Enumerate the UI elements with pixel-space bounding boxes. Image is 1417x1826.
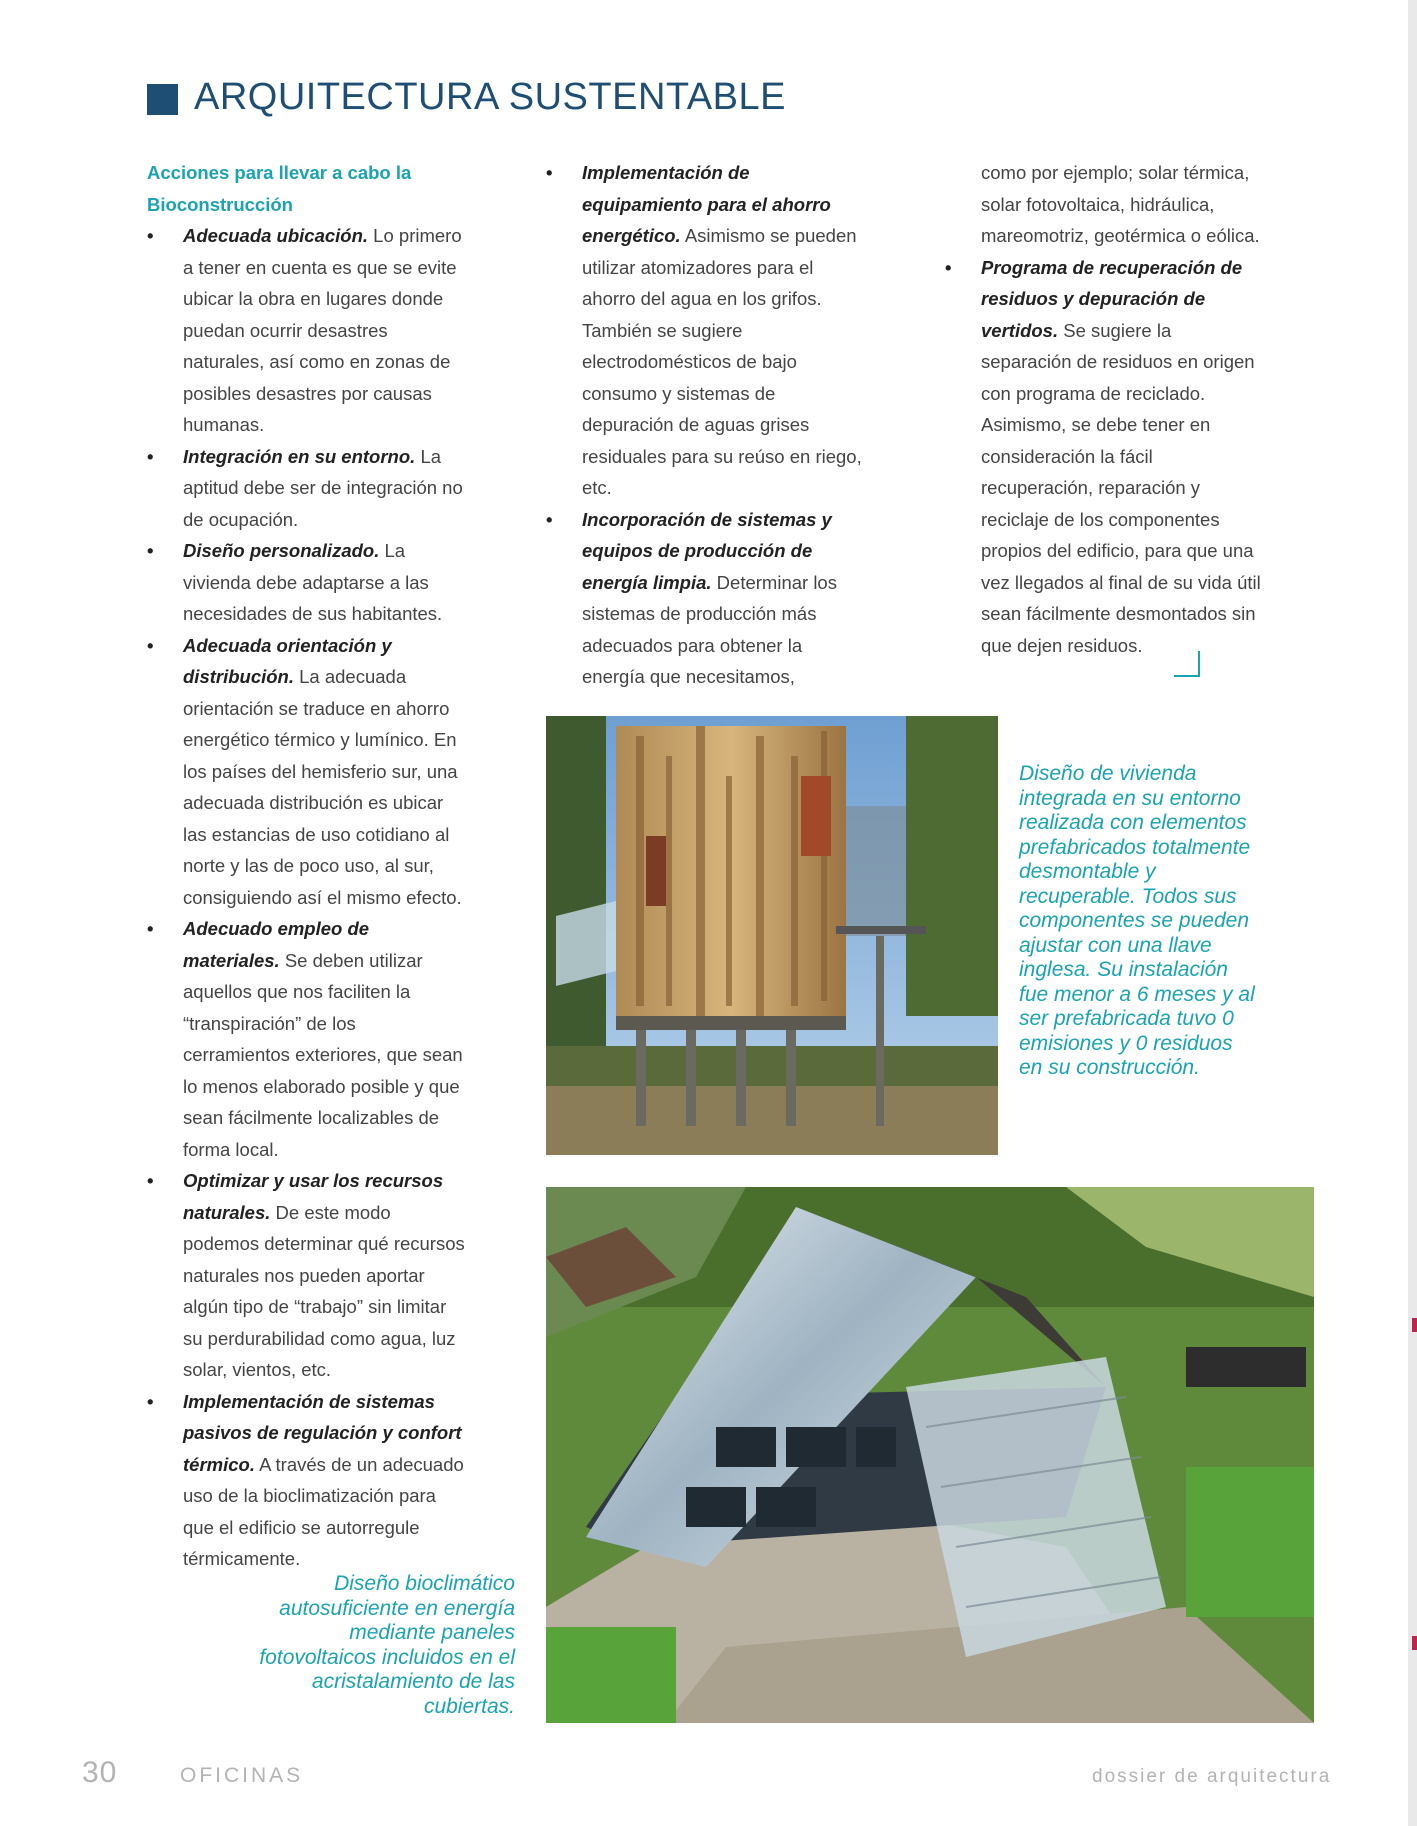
edge-marker xyxy=(1412,1636,1417,1650)
bullet-icon: • xyxy=(147,540,154,561)
item-text: Se deben utilizar aquellos que nos faciliten la “transpiración” de los cerramientos exteriores, que sean lo menos elaborado posible y que sean fácilmente localizables de forma local. xyxy=(183,949,463,1160)
page-number: 30 xyxy=(82,1756,118,1789)
item-heading: Adecuada orientación y distribución. xyxy=(183,634,392,687)
edge-marker xyxy=(1412,1318,1417,1332)
item-text: La vivienda debe adaptarse a las necesidades de sus habitantes. xyxy=(183,540,443,624)
item-heading: Implementación de equipamiento para el ahorro energético. xyxy=(582,162,831,246)
photo-wooden-house xyxy=(546,716,998,1155)
list-item xyxy=(945,252,1265,662)
item-text: Lo primero a tener en cuenta es que se evite ubicar la obra en lugares donde puedan ocurrir desastres naturales, así como en zonas de posibles desastres por causas humanas. xyxy=(183,225,462,435)
column-1 xyxy=(147,157,467,1575)
item-heading: Adecuado empleo de materiales. xyxy=(183,918,370,971)
list-item xyxy=(147,630,467,914)
item-heading: Diseño personalizado. xyxy=(183,540,380,561)
item-text: La adecuada orientación se traduce en ahorro energético térmico y lumínico. En los países del hemisferio sur, una adecuada distribución es ubicar las estancias de uso cotidiano al norte y las de poco uso, al sur, consiguiendo así el mismo efecto. xyxy=(183,666,462,908)
item-heading: Optimizar y usar los recursos naturales. xyxy=(183,1170,444,1223)
list-item xyxy=(546,504,866,693)
item-text: A través de un adecuado uso de la bioclimatización para que el edificio se autorregule térmicamente. xyxy=(183,1453,464,1569)
magazine-name: OFICINAS xyxy=(180,1764,304,1787)
item-heading: Programa de recuperación de residuos y depuración de vertidos. xyxy=(981,256,1243,341)
bullet-icon: • xyxy=(546,508,553,530)
bullet-icon: • xyxy=(147,918,154,939)
page-title: ARQUITECTURA SUSTENTABLE xyxy=(194,76,786,118)
item-heading: Adecuada ubicación. xyxy=(183,225,369,246)
item-heading: Integración en su entorno. xyxy=(183,445,416,467)
bullet-icon: • xyxy=(546,162,553,183)
list-item xyxy=(147,1386,467,1575)
continuation-text: como por ejemplo; solar térmica, solar fotovoltaica, hidráulica, mareomotriz, geotérmica o eólica. xyxy=(981,162,1260,246)
action-list xyxy=(945,252,1265,662)
item-text: Asimismo se pueden utilizar atomizadores para el ahorro del agua en los grifos. También se sugiere electrodomésticos de bajo consumo y sistemas de depuración de aguas grises residuales para su reúso en riego, etc. xyxy=(582,225,862,498)
page-edge xyxy=(1408,0,1417,1826)
bullet-icon: • xyxy=(147,1390,154,1412)
article-end-mark xyxy=(1174,651,1200,677)
item-text: De este modo podemos determinar qué recursos naturales nos pueden aportar algún tipo de “trabajo” sin limitar su perdurabilidad como agua, luz solar, vientos, etc. xyxy=(183,1201,465,1380)
action-list xyxy=(147,220,467,1575)
item-heading: Implementación de sistemas pasivos de regulación y confort térmico. xyxy=(183,1390,462,1475)
photo-caption: Diseño de vivienda integrada en su entorno realizada con elementos prefabricados totalmente desmontable y recuperable. Todos sus componentes se pueden ajustar con una llave inglesa. Su instalación fue menor a 6 meses y al ser prefabricada tuvo 0 emisiones y 0 residuos en su construcción. xyxy=(1019,762,1255,1079)
bullet-icon: • xyxy=(147,634,154,656)
bullet-icon: • xyxy=(147,445,154,467)
item-text: Determinar los sistemas de producción más adecuados para obtener la energía que necesitamos, xyxy=(582,571,837,687)
column-2 xyxy=(546,157,866,693)
glass-house-illustration xyxy=(546,1187,1314,1723)
item-text: La aptitud debe ser de integración no de ocupación. xyxy=(183,445,463,530)
column-3 xyxy=(945,157,1265,661)
photo-glass-house xyxy=(546,1187,1314,1723)
list-item xyxy=(147,1165,467,1386)
bullet-icon: • xyxy=(147,1170,154,1191)
section-name: dossier de arquitectura xyxy=(1092,1766,1332,1787)
item-text: Se sugiere la separación de residuos en origen con programa de reciclado. Asimismo, se debe tener en consideración la fácil recuperación, reparación y reciclaje de los componentes propios del edificio, para que una vez llegados al final de su vida útil sean fácilmente desmontados sin que dejen residuos. xyxy=(981,319,1261,656)
list-item xyxy=(147,535,467,630)
list-item xyxy=(147,441,467,536)
bullet-icon: • xyxy=(147,225,154,246)
section-subheading: Acciones para llevar a cabo la Bioconstrucción xyxy=(147,162,412,215)
list-item xyxy=(546,157,866,504)
wooden-house-illustration xyxy=(546,716,998,1155)
list-item xyxy=(147,220,467,441)
action-list xyxy=(546,157,866,693)
bullet-icon: • xyxy=(945,256,952,278)
list-item xyxy=(147,913,467,1165)
item-heading: Incorporación de sistemas y equipos de producción de energía limpia. xyxy=(582,508,832,593)
title-square-icon xyxy=(147,84,178,115)
photo-caption: Diseño bioclimático autosuficiente en energía mediante paneles fotovoltaicos incluidos en el acristalamiento de las cubiertas. xyxy=(259,1572,515,1718)
